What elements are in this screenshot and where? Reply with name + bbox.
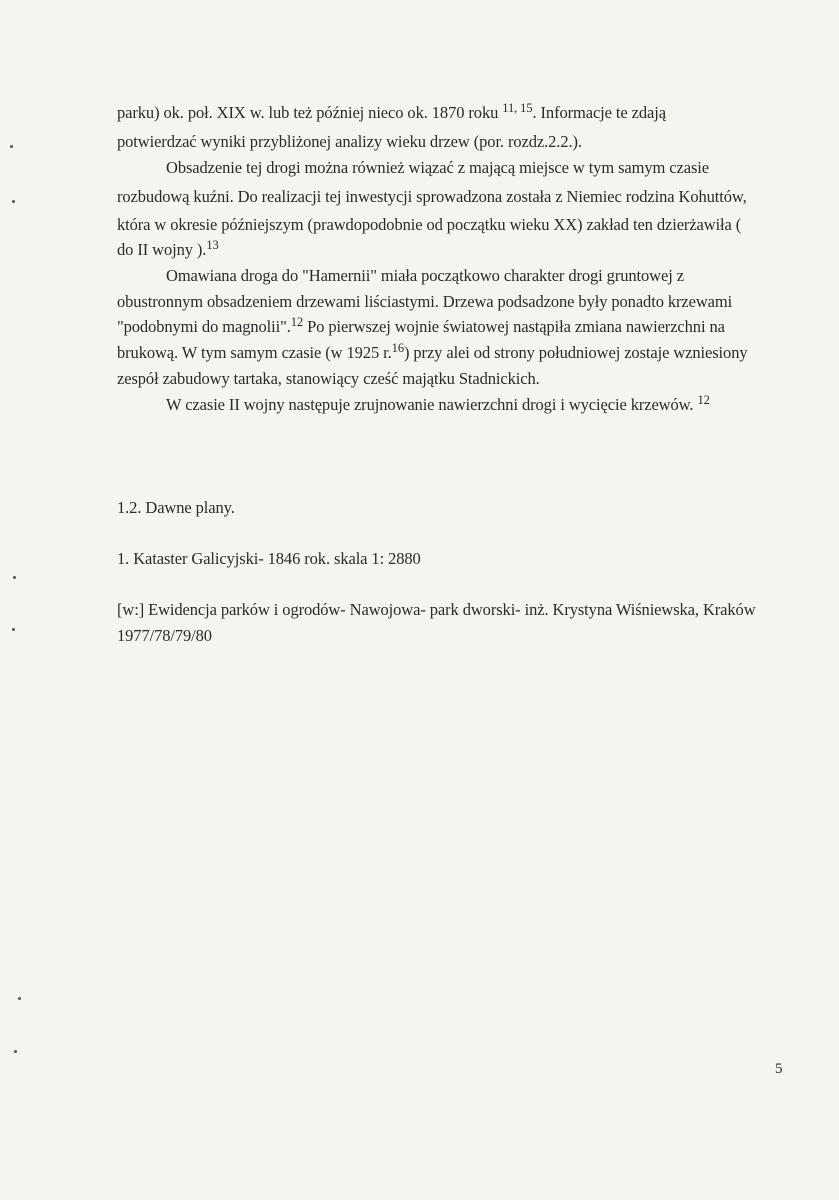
source-reference: [w:] Ewidencja parków i ogrodów- Nawojowa- park dworski- inż. Krystyna Wiśniewska, Kraków <box>117 600 756 619</box>
line-text: parku) ok. poł. XIX w. lub też później nieco ok. 1870 roku <box>117 103 503 122</box>
paragraph-line <box>117 240 219 260</box>
line-text: "podobnymi do magnolii". <box>117 317 291 336</box>
page-number: 5 <box>775 1061 783 1077</box>
line-text: . Informacje te zdają <box>532 103 666 122</box>
paragraph-line <box>117 187 747 207</box>
line-text: brukową. W tym samym czasie (w 1925 r. <box>117 343 392 362</box>
line-text: Omawiana droga do "Hamernii" miała początkowo charakter drogi gruntowej z <box>166 266 684 285</box>
footnote-ref: 16 <box>391 341 404 355</box>
footnote-ref: 12 <box>290 315 304 329</box>
line-text: Po pierwszej wojnie światowej nastąpiła zmiana nawierzchni na <box>303 317 725 336</box>
line-text: do II wojny ). <box>117 240 207 259</box>
paragraph-line <box>117 292 732 312</box>
paragraph-line <box>117 369 540 389</box>
paragraph-line <box>117 103 666 123</box>
scan-speck <box>13 576 16 579</box>
scan-speck <box>14 1050 17 1053</box>
scan-speck <box>12 200 15 203</box>
scan-speck <box>12 628 15 631</box>
line-text: która w okresie późniejszym (prawdopodobnie od początku wieku XX) zakład ten dzierżawiła ( <box>117 215 742 234</box>
scan-speck <box>10 145 13 148</box>
line-text: potwierdzać wyniki przybliżonej analizy wieku drzew (por. rozdz.2.2.). <box>117 132 582 151</box>
footnote-ref: 12 <box>697 393 710 407</box>
line-text: ) przy alei od strony południowej zostaje wzniesiony <box>403 343 748 362</box>
line-text: W czasie II wojny następuje zrujnowanie nawierzchni drogi i wycięcie krzewów. <box>166 395 698 414</box>
paragraph-line <box>117 317 725 337</box>
footnote-ref: 13 <box>206 238 219 252</box>
line-text: zespół zabudowy tartaka, stanowiący cześć majątku Stadnickich. <box>117 369 540 388</box>
line-text: Obsadzenie tej drogi można również wiązać z mającą miejsce w tym samym czasie <box>166 158 709 177</box>
section-heading: 1.2. Dawne plany. <box>117 498 235 517</box>
paragraph-line <box>117 132 582 152</box>
paragraph-line <box>166 266 684 286</box>
paragraph-line <box>117 215 741 235</box>
scan-speck <box>18 997 21 1000</box>
line-text: rozbudową kuźni. Do realizacji tej inwestycji sprowadzona została z Niemiec rodzina Kohuttów, <box>117 187 747 206</box>
paragraph-line <box>166 158 709 178</box>
paragraph-line <box>117 343 748 363</box>
paragraph-line <box>166 395 710 415</box>
line-text: obustronnym obsadzeniem drzewami liściastymi. Drzewa podsadzone były ponadto krzewami <box>117 292 733 311</box>
footnote-ref: 11, 15 <box>502 101 533 115</box>
list-item: 1. Kataster Galicyjski- 1846 rok. skala 1: 2880 <box>117 549 421 568</box>
source-reference: 1977/78/79/80 <box>117 626 212 645</box>
